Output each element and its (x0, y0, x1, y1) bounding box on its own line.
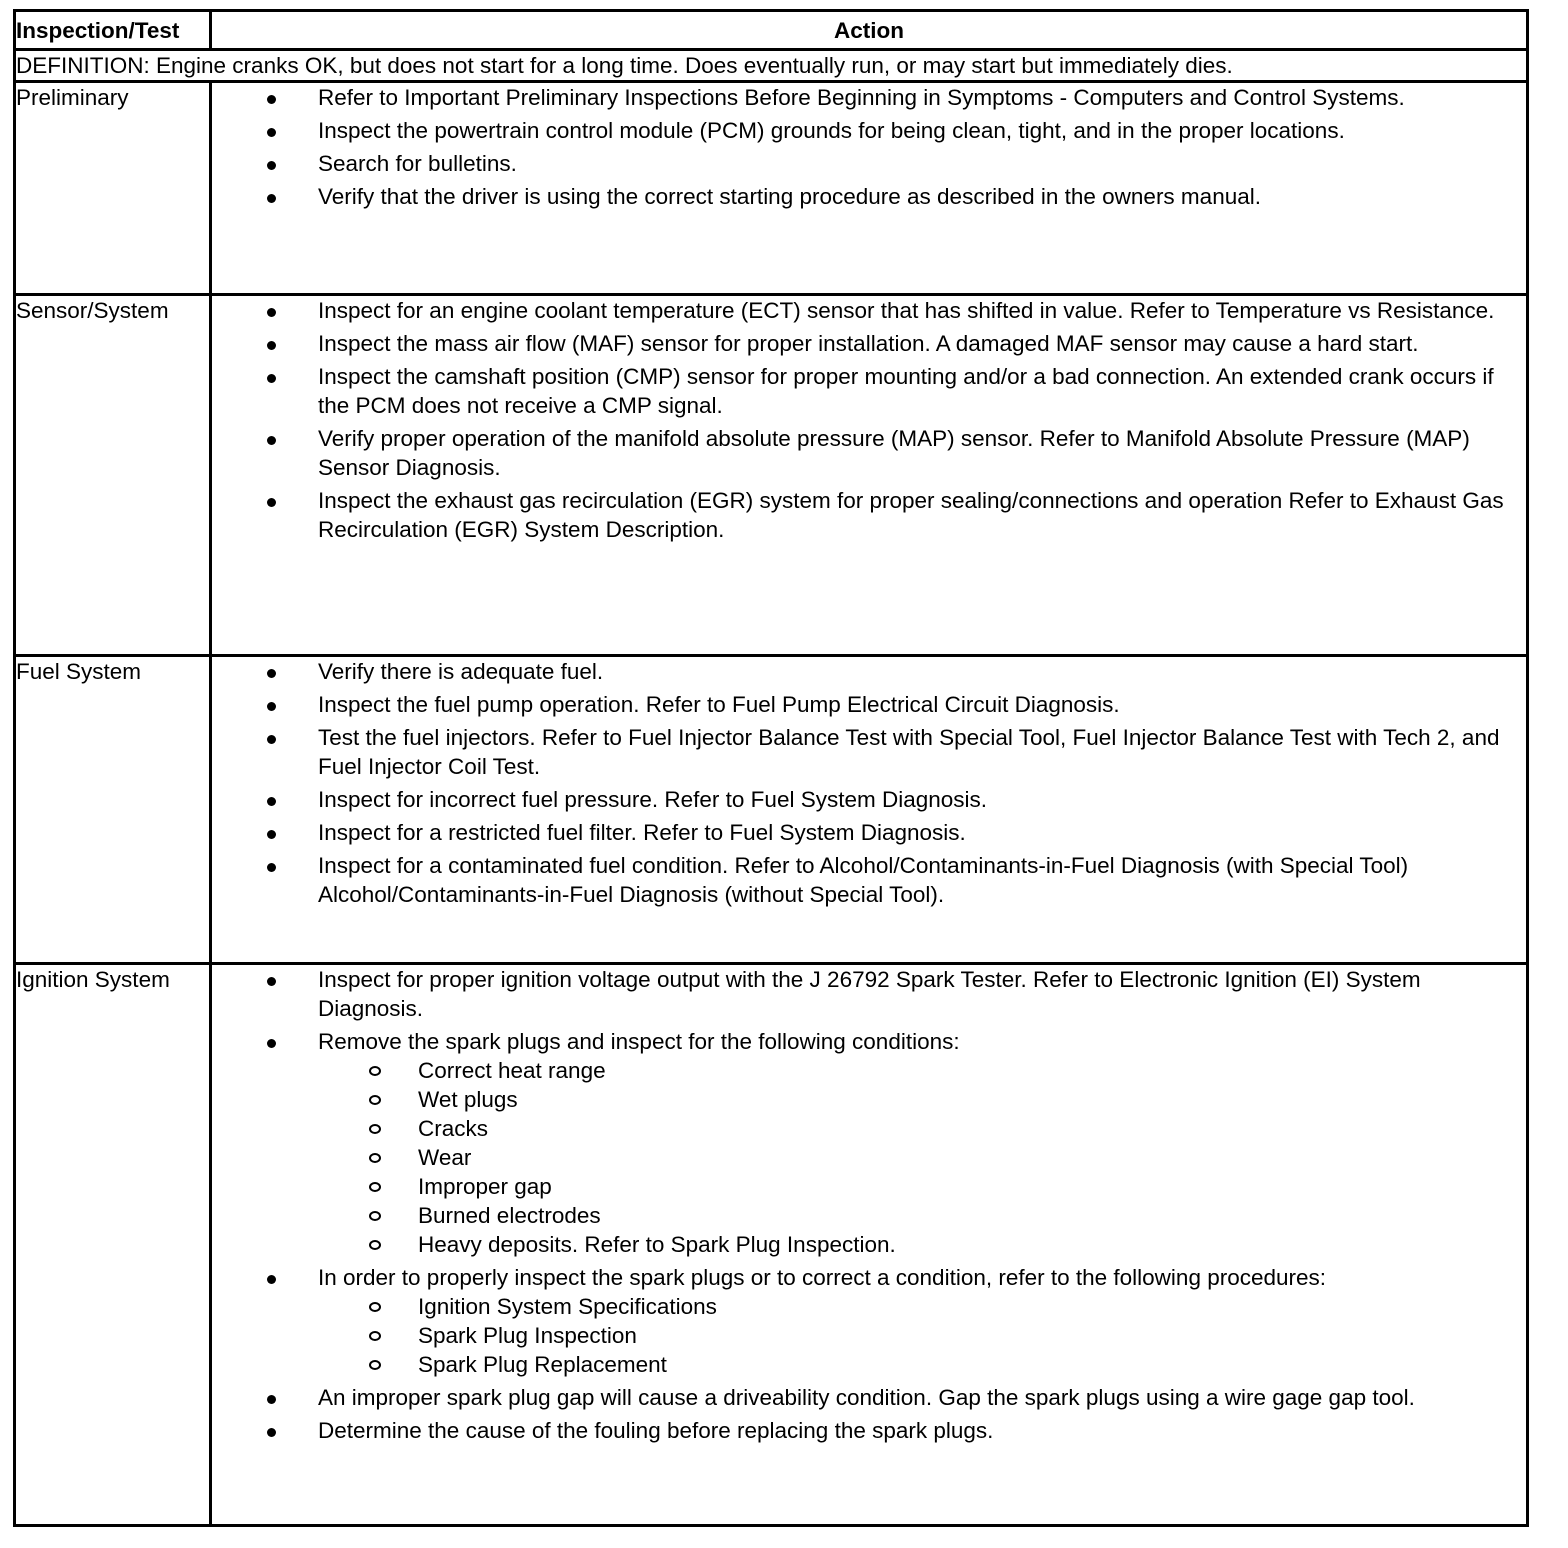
table-row (15, 964, 1528, 1526)
sub-item-text: Ignition System Specifications (418, 1294, 717, 1319)
sub-list-item (318, 1143, 1526, 1172)
item-text: Determine the cause of the fouling before replacing the spark plugs. (318, 1418, 994, 1443)
bullet-icon (267, 1039, 276, 1048)
item-text: Inspect for proper ignition voltage output with the J 26792 Spark Tester. Refer to Electronic Ignition (EI) System Diagnosis. (318, 967, 1421, 1021)
item-text: Inspect the fuel pump operation. Refer to Fuel Pump Electrical Circuit Diagnosis. (318, 692, 1120, 717)
list-item (212, 690, 1526, 719)
action-cell (211, 656, 1528, 964)
item-text: Inspect the camshaft position (CMP) sensor for proper mounting and/or a bad connection. An extended crank occurs if the PCM does not receive a CMP signal. (318, 364, 1494, 418)
sub-list-item (318, 1230, 1526, 1259)
sub-item-text: Heavy deposits. Refer to Spark Plug Inspection. (418, 1232, 896, 1257)
definition-row (15, 50, 1528, 82)
bullet-icon (267, 797, 276, 806)
list-item (212, 362, 1526, 420)
table-row (15, 82, 1528, 295)
circle-bullet-icon (369, 1095, 381, 1105)
sub-list-item (318, 1114, 1526, 1143)
circle-bullet-icon (369, 1153, 381, 1163)
header-action: Action (211, 11, 1528, 50)
circle-bullet-icon (369, 1360, 381, 1370)
circle-bullet-icon (369, 1331, 381, 1341)
bullet-icon (267, 977, 276, 986)
list-item (212, 296, 1526, 325)
category-cell: Fuel System (15, 656, 211, 964)
circle-bullet-icon (369, 1066, 381, 1076)
sub-list-item (318, 1321, 1526, 1350)
circle-bullet-icon (369, 1240, 381, 1250)
action-cell (211, 82, 1528, 295)
list-item (212, 116, 1526, 145)
item-text: Verify that the driver is using the correct starting procedure as described in the owners manual. (318, 184, 1261, 209)
item-text: Inspect for incorrect fuel pressure. Refer to Fuel System Diagnosis. (318, 787, 988, 812)
bullet-icon (267, 735, 276, 744)
diagnostic-table (13, 9, 1529, 1527)
list-item (212, 818, 1526, 847)
bullet-icon (267, 161, 276, 170)
header-inspection-test: Inspection/Test (15, 11, 211, 50)
action-list (212, 657, 1526, 909)
list-item (212, 1383, 1526, 1412)
circle-bullet-icon (369, 1302, 381, 1312)
item-text: Refer to Important Preliminary Inspections Before Beginning in Symptoms - Computers and Control Systems. (318, 85, 1405, 110)
sub-list (318, 1292, 1526, 1379)
list-item (212, 83, 1526, 112)
list-item (212, 424, 1526, 482)
item-text: Test the fuel injectors. Refer to Fuel Injector Balance Test with Special Tool, Fuel Injector Balance Test with Tech 2, and Fuel Injector Coil Test. (318, 725, 1500, 779)
bullet-icon (267, 702, 276, 711)
item-text: Inspect for a contaminated fuel condition. Refer to Alcohol/Contaminants-in-Fuel Diagnosis (with Special Tool) Alcohol/Contaminants-in-Fuel Diagnosis (without Special Tool). (318, 853, 1409, 907)
sub-item-text: Correct heat range (418, 1058, 606, 1083)
circle-bullet-icon (369, 1182, 381, 1192)
item-text: Inspect for a restricted fuel filter. Refer to Fuel System Diagnosis. (318, 820, 966, 845)
action-list (212, 296, 1526, 544)
sub-list-item (318, 1056, 1526, 1085)
list-item (212, 182, 1526, 211)
item-text: Search for bulletins. (318, 151, 517, 176)
sub-list-item (318, 1172, 1526, 1201)
bullet-icon (267, 374, 276, 383)
bullet-icon (267, 194, 276, 203)
sub-list-item (318, 1201, 1526, 1230)
list-item (212, 1263, 1526, 1379)
table-row (15, 295, 1528, 656)
bullet-icon (267, 1275, 276, 1284)
header-row (15, 11, 1528, 50)
action-cell (211, 964, 1528, 1526)
category-cell: Preliminary (15, 82, 211, 295)
item-text: An improper spark plug gap will cause a driveability condition. Gap the spark plugs using a wire gage gap tool. (318, 1385, 1415, 1410)
action-list (212, 83, 1526, 211)
list-item (212, 1416, 1526, 1445)
sub-item-text: Cracks (418, 1116, 489, 1141)
sub-item-text: Spark Plug Replacement (418, 1352, 667, 1377)
list-item (212, 723, 1526, 781)
action-list (212, 965, 1526, 1445)
item-text: Verify there is adequate fuel. (318, 659, 604, 684)
bullet-icon (267, 436, 276, 445)
list-item (212, 851, 1526, 909)
list-item (212, 149, 1526, 178)
circle-bullet-icon (369, 1124, 381, 1134)
list-item (212, 329, 1526, 358)
item-text: Remove the spark plugs and inspect for the following conditions: (318, 1029, 960, 1054)
bullet-icon (267, 341, 276, 350)
definition-text: DEFINITION: Engine cranks OK, but does not start for a long time. Does eventually run, or may start but immediately dies. (15, 50, 1528, 82)
list-item (212, 785, 1526, 814)
action-cell (211, 295, 1528, 656)
sub-item-text: Wear (418, 1145, 472, 1170)
sub-list-item (318, 1085, 1526, 1114)
list-item (212, 657, 1526, 686)
item-text: In order to properly inspect the spark plugs or to correct a condition, refer to the following procedures: (318, 1265, 1327, 1290)
sub-list-item (318, 1350, 1526, 1379)
item-text: Inspect for an engine coolant temperature (ECT) sensor that has shifted in value. Refer to Temperature vs Resistance. (318, 298, 1495, 323)
table-row (15, 656, 1528, 964)
item-text: Inspect the exhaust gas recirculation (EGR) system for proper sealing/connections and operation Refer to Exhaust Gas Recirculation (EGR) System Description. (318, 488, 1504, 542)
sub-item-text: Improper gap (418, 1174, 552, 1199)
sub-item-text: Wet plugs (418, 1087, 518, 1112)
bullet-icon (267, 1395, 276, 1404)
item-text: Inspect the powertrain control module (PCM) grounds for being clean, tight, and in the proper locations. (318, 118, 1345, 143)
sub-item-text: Burned electrodes (418, 1203, 601, 1228)
list-item (212, 1027, 1526, 1259)
category-cell: Sensor/System (15, 295, 211, 656)
bullet-icon (267, 128, 276, 137)
item-text: Verify proper operation of the manifold absolute pressure (MAP) sensor. Refer to Manifold Absolute Pressure (MAP) Sensor Diagnosis. (318, 426, 1470, 480)
bullet-icon (267, 498, 276, 507)
bullet-icon (267, 669, 276, 678)
sub-list-item (318, 1292, 1526, 1321)
sub-item-text: Spark Plug Inspection (418, 1323, 637, 1348)
item-text: Inspect the mass air flow (MAF) sensor for proper installation. A damaged MAF sensor may cause a hard start. (318, 331, 1419, 356)
bullet-icon (267, 830, 276, 839)
category-cell: Ignition System (15, 964, 211, 1526)
bullet-icon (267, 308, 276, 317)
bullet-icon (267, 1428, 276, 1437)
sub-list (318, 1056, 1526, 1259)
bullet-icon (267, 95, 276, 104)
circle-bullet-icon (369, 1211, 381, 1221)
list-item (212, 486, 1526, 544)
list-item (212, 965, 1526, 1023)
bullet-icon (267, 863, 276, 872)
